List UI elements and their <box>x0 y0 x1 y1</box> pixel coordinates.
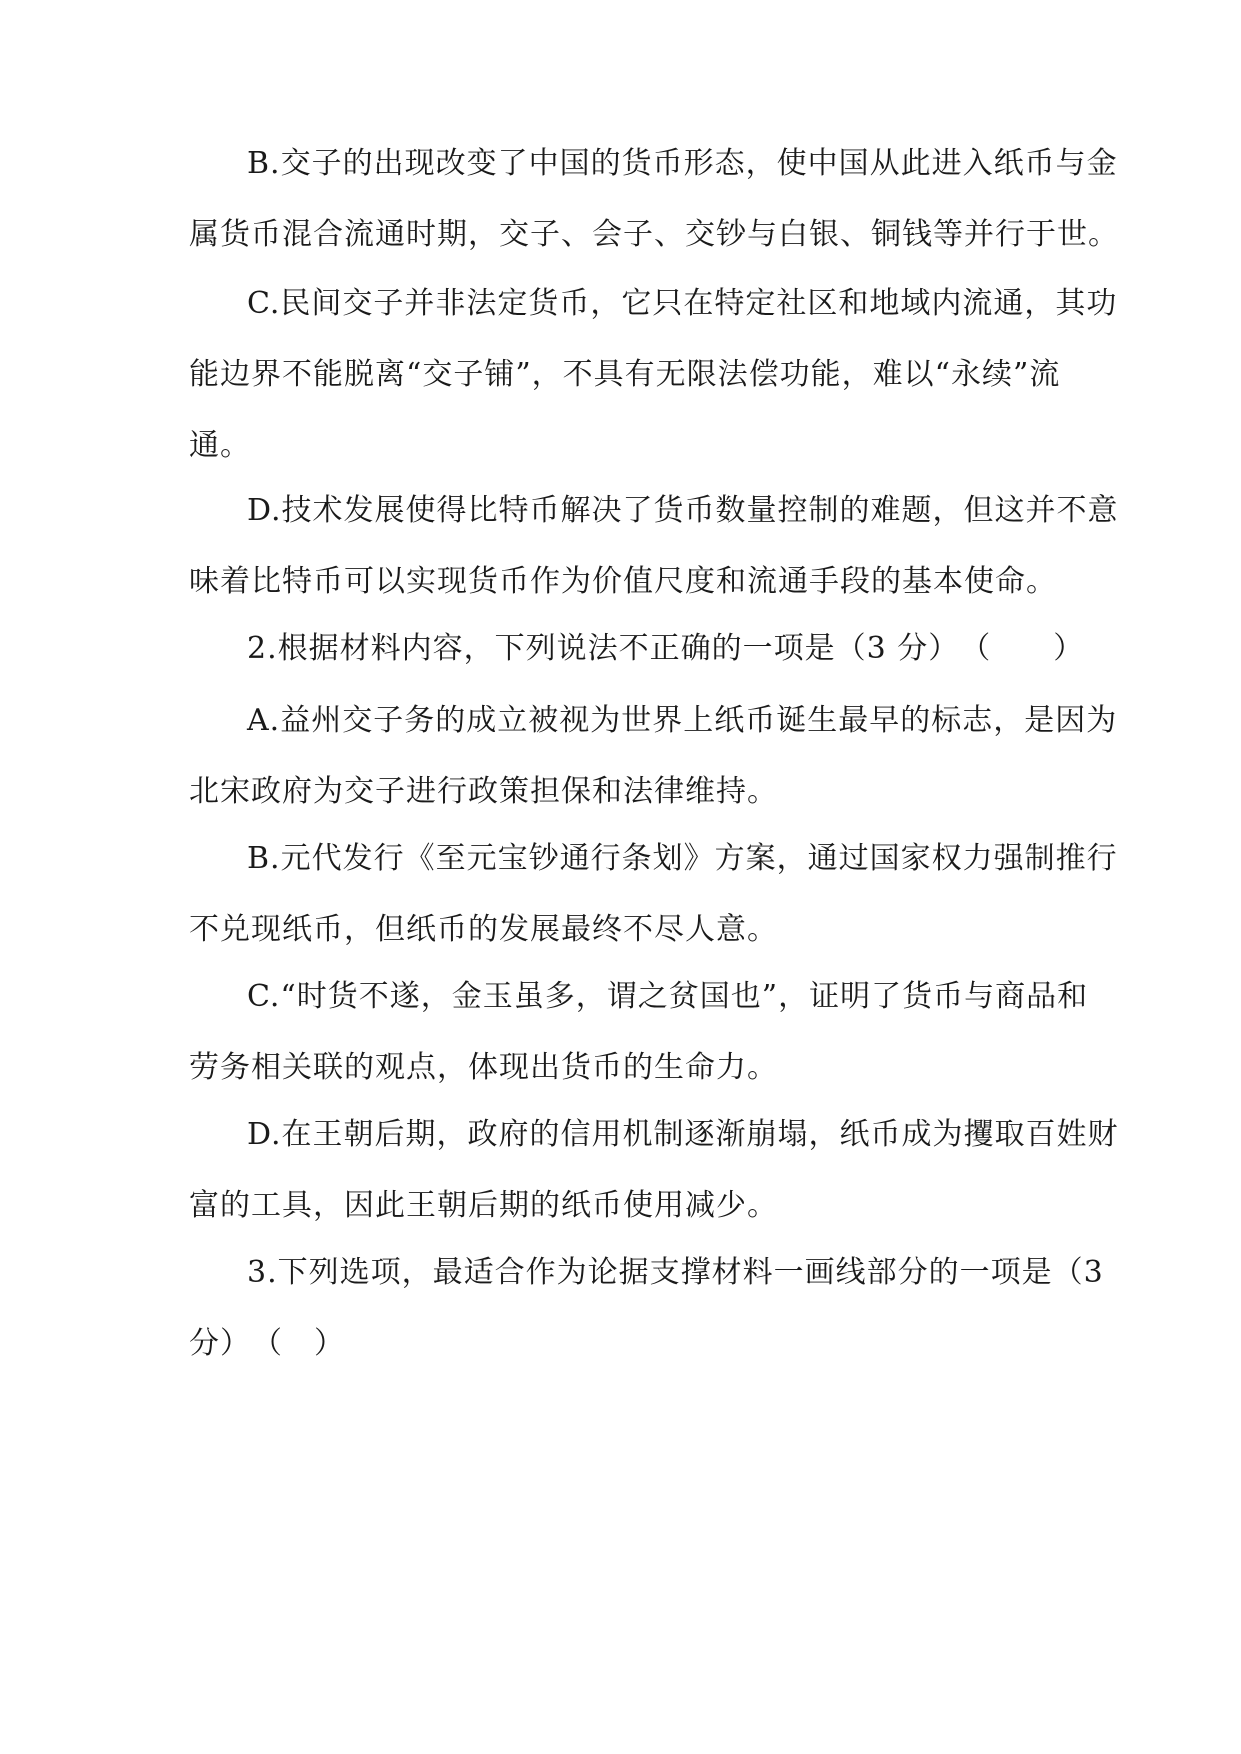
question-3 <box>189 1237 1104 1379</box>
q1-option-c-line-2: 能边界不能脱离“交子铺”，不具有无限法偿功能，难以“永续”流 <box>189 357 1061 392</box>
q2-option-a-line-1: A.益州交子务的成立被视为世界上纸币诞生最早的标志，是因为 <box>247 703 1118 738</box>
question-2-line-1: 2.根据材料内容，下列说法不正确的一项是（3 分） （ ） <box>247 631 1085 666</box>
question-2 <box>189 613 1085 684</box>
q1-option-c-line-1: C.民间交子并非法定货币，它只在特定社区和地域内流通，其功 <box>247 286 1118 321</box>
q1-option-d <box>189 475 1119 617</box>
q2-option-c-line-1: C.“时货不遂，金玉虽多，谓之贫国也”，证明了货币与商品和 <box>247 979 1089 1014</box>
question-3-line-1: 3.下列选项，最适合作为论据支撑材料一画线部分的一项是（3 <box>247 1255 1104 1290</box>
q2-option-a-line-2: 北宋政府为交子进行政策担保和法律维持。 <box>189 774 778 809</box>
q2-option-c-line-2: 劳务相关联的观点，体现出货币的生命力。 <box>189 1050 778 1085</box>
q2-option-d-line-1: D.在王朝后期，政府的信用机制逐渐崩塌，纸币成为攫取百姓财 <box>247 1117 1119 1152</box>
q2-option-a <box>189 685 1118 827</box>
q2-option-d <box>189 1099 1119 1241</box>
q1-option-d-line-2: 味着比特币可以实现货币作为价值尺度和流通手段的基本使命。 <box>189 564 1057 599</box>
question-3-line-2: 分） （ ） <box>189 1326 345 1361</box>
q1-option-b-line-1: B.交子的出现改变了中国的货币形态，使中国从此进入纸币与金 <box>247 146 1118 181</box>
q2-option-b <box>189 823 1118 965</box>
q1-option-b-line-2: 属货币混合流通时期，交子、会子、交钞与白银、铜钱等并行于世。 <box>189 217 1119 252</box>
q1-option-b <box>189 128 1119 270</box>
q1-option-c-line-3: 通。 <box>189 428 251 463</box>
q2-option-b-line-2: 不兑现纸币，但纸币的发展最终不尽人意。 <box>189 912 778 947</box>
q2-option-d-line-2: 富的工具，因此王朝后期的纸币使用减少。 <box>189 1188 778 1223</box>
q2-option-b-line-1: B.元代发行《至元宝钞通行条划》方案，通过国家权力强制推行 <box>247 841 1118 876</box>
q1-option-d-line-1: D.技术发展使得比特币解决了货币数量控制的难题，但这并不意 <box>247 493 1119 528</box>
q1-option-c <box>189 268 1118 481</box>
q2-option-c <box>189 961 1089 1103</box>
